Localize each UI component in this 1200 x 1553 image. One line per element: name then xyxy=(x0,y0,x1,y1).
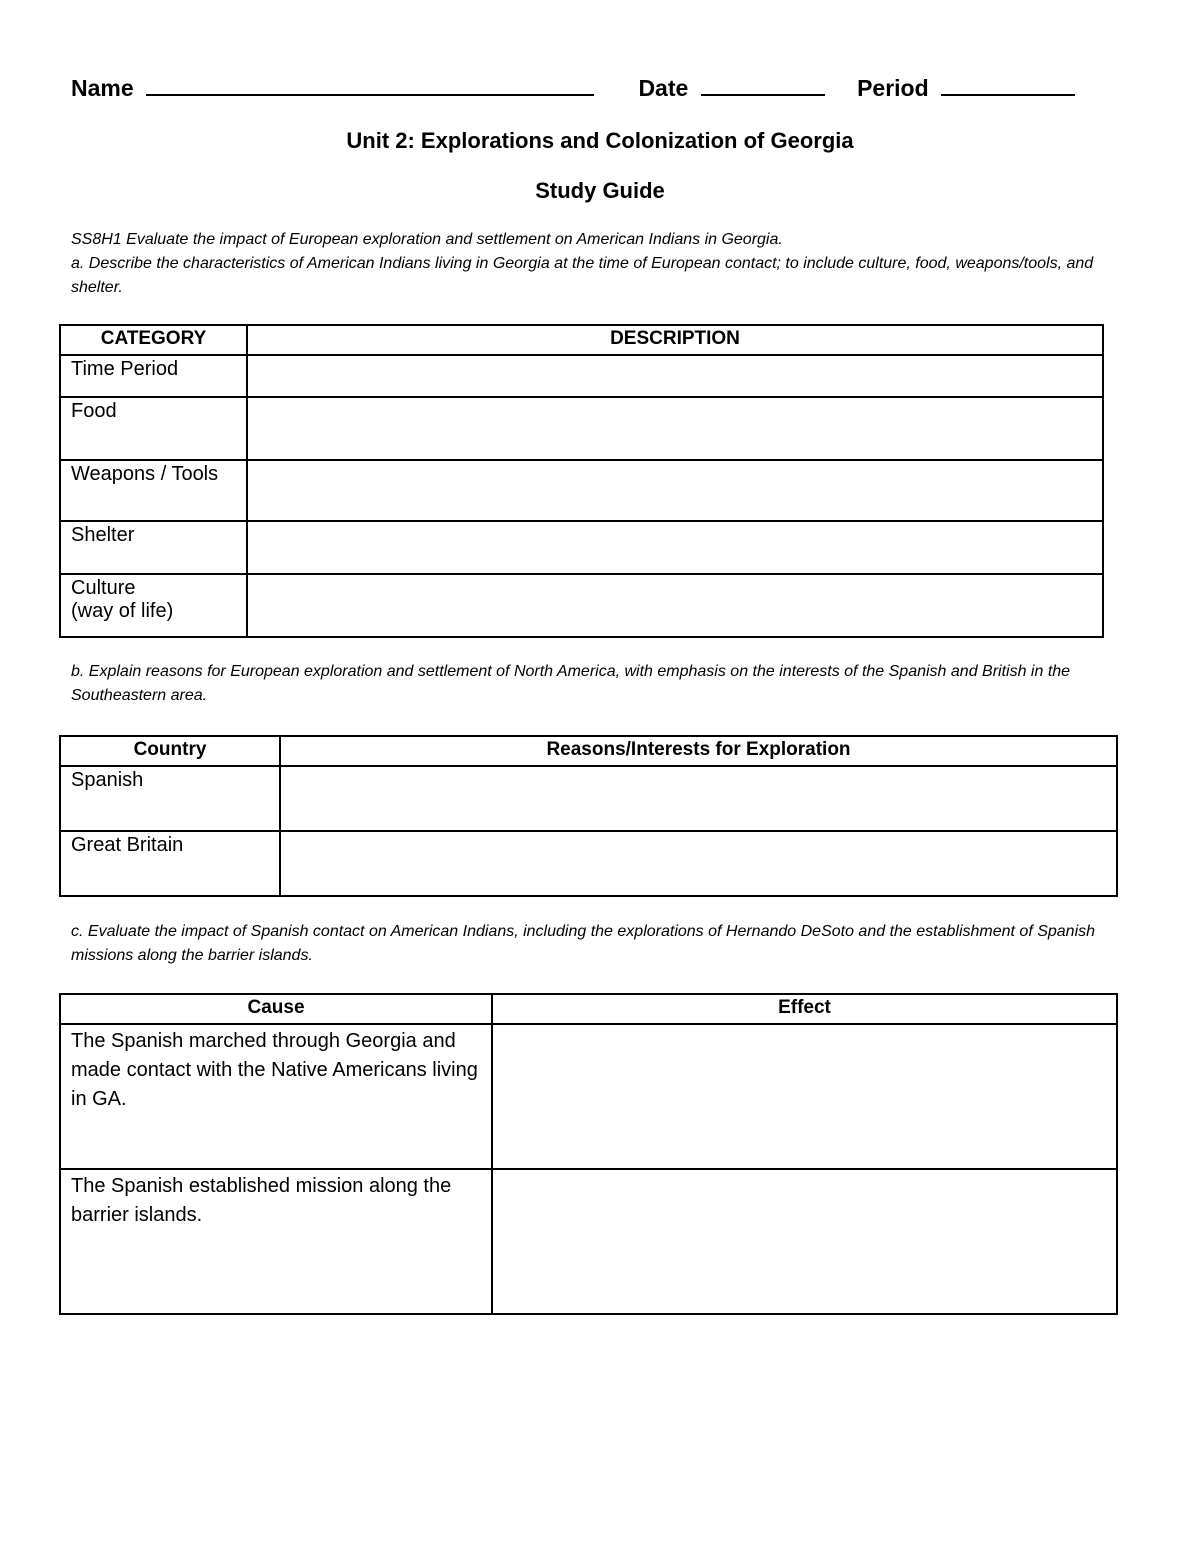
table3-effect-cell[interactable] xyxy=(492,1024,1117,1169)
period-label: Period xyxy=(857,75,929,101)
table1-header-category: CATEGORY xyxy=(60,325,247,355)
standard-text xyxy=(71,228,1111,300)
table2-reasons-cell[interactable] xyxy=(280,831,1117,896)
table3-effect-cell[interactable] xyxy=(492,1169,1117,1314)
table1-row-label-culture xyxy=(60,574,247,637)
table1-description-cell[interactable] xyxy=(247,574,1103,637)
period-field[interactable] xyxy=(941,74,1075,96)
table2-reasons-cell[interactable] xyxy=(280,766,1117,831)
standard-line-1: SS8H1 Evaluate the impact of European exploration and settlement on American Indians in Georgia. xyxy=(71,231,783,248)
table1-row-label: Shelter xyxy=(60,521,247,574)
part-b-text: b. Explain reasons for European exploration and settlement of North America, with emphasis on the interests of the Spanish and British in the Southeastern area. xyxy=(71,663,1071,704)
table1-header-description: DESCRIPTION xyxy=(247,325,1103,355)
characteristics-table xyxy=(59,324,1104,638)
table3-header-cause: Cause xyxy=(60,994,492,1024)
page-subtitle: Study Guide xyxy=(535,178,665,203)
table1-description-cell[interactable] xyxy=(247,397,1103,460)
table1-row-label: Weapons / Tools xyxy=(60,460,247,521)
table2-row-label: Spanish xyxy=(60,766,280,831)
cause-effect-table xyxy=(59,993,1118,1315)
name-field[interactable] xyxy=(146,74,594,96)
table3-cause-cell: The Spanish established mission along the barrier islands. xyxy=(60,1169,492,1314)
exploration-reasons-table xyxy=(59,735,1118,897)
name-label: Name xyxy=(71,75,134,101)
student-info-line xyxy=(71,74,1071,102)
table1-row-label: Food xyxy=(60,397,247,460)
table1-description-cell[interactable] xyxy=(247,460,1103,521)
date-label: Date xyxy=(638,75,689,101)
table1-description-cell[interactable] xyxy=(247,355,1103,397)
table2-row-label: Great Britain xyxy=(60,831,280,896)
page-title: Unit 2: Explorations and Colonization of Georgia xyxy=(346,128,854,153)
date-field[interactable] xyxy=(701,74,825,96)
table2-header-reasons: Reasons/Interests for Exploration xyxy=(280,736,1117,766)
table3-cause-cell: The Spanish marched through Georgia and made contact with the Native Americans living in GA. xyxy=(60,1024,492,1169)
table3-header-effect: Effect xyxy=(492,994,1117,1024)
standard-line-2: a. Describe the characteristics of American Indians living in Georgia at the time of European contact; to include culture, food, weapons/tools, and shelter. xyxy=(71,255,1094,296)
table1-description-cell[interactable] xyxy=(247,521,1103,574)
culture-sublabel: (way of life) xyxy=(71,600,174,622)
part-c-text: c. Evaluate the impact of Spanish contact on American Indians, including the explorations of Hernando DeSoto and the establishment of Spanish missions along the barrier islands. xyxy=(71,923,1096,964)
table2-header-country: Country xyxy=(60,736,280,766)
table1-row-label: Time Period xyxy=(60,355,247,397)
culture-label: Culture xyxy=(71,577,136,599)
